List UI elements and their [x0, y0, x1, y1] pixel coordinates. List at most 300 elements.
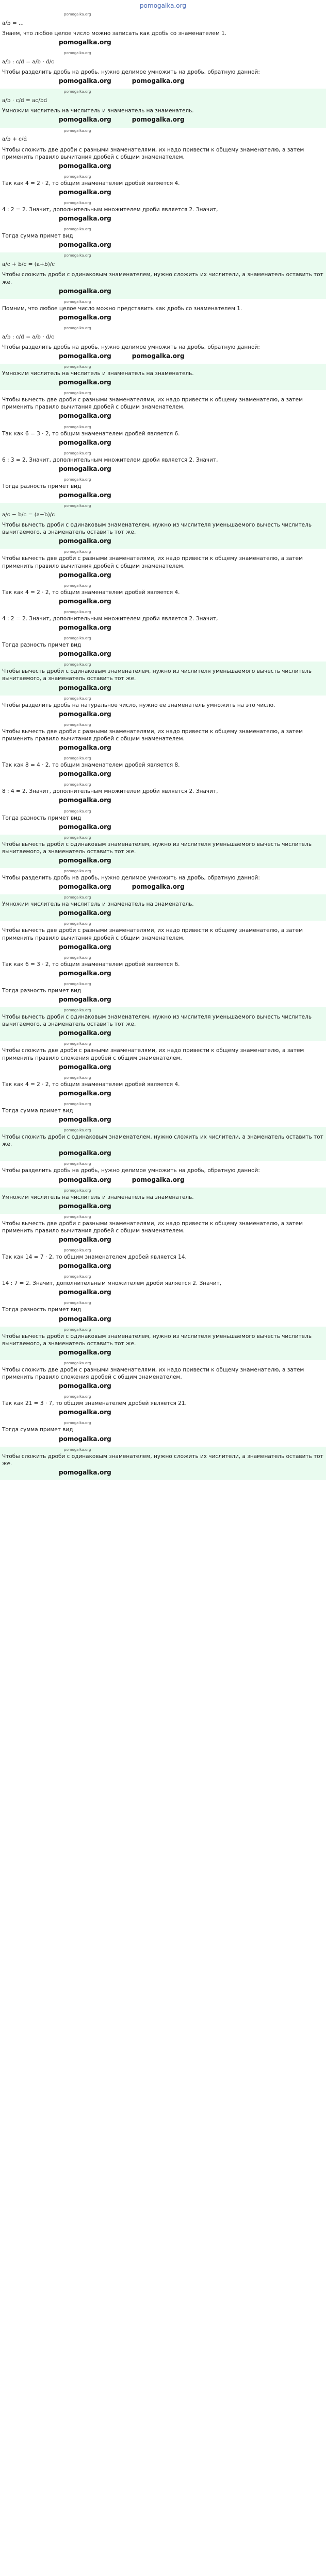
watermark-small: pomogalka.org — [64, 1008, 91, 1013]
watermark: pomogalka.org — [59, 823, 111, 831]
explanation-text: Чтобы вычесть дроби с одинаковым знаменателем, нужно из числителя уменьшаемого вычесть числитель вычитаемого, а знаменатель оставить тот же. — [2, 1014, 312, 1028]
spacer — [2, 1098, 324, 1100]
watermark: pomogalka.org — [59, 215, 111, 223]
watermark-small: pomogalka.org — [64, 1361, 91, 1365]
solution-step — [0, 583, 326, 609]
formula: a/c + b/c = (a+b)/c — [2, 261, 55, 268]
solution-step — [0, 894, 326, 921]
watermark-row — [2, 969, 324, 978]
formula: a/b : c/d = a/b · d/c — [2, 59, 55, 65]
watermark: pomogalka.org — [59, 537, 111, 545]
watermark: pomogalka.org — [59, 162, 111, 170]
solution-step — [0, 1300, 326, 1326]
watermark: pomogalka.org — [132, 352, 185, 360]
spacer — [2, 1417, 324, 1419]
spacer — [2, 952, 324, 954]
explanation-text: Чтобы разделить дробь на дробь, нужно делимое умножить на дробь, обратную данной: — [2, 875, 260, 882]
explanation-text: Чтобы сложить дроби с одинаковым знаменателем, нужно сложить их числители, а знаменатель оставить тот же. — [2, 1134, 323, 1148]
spacer — [2, 752, 324, 754]
spacer — [2, 1072, 324, 1074]
solution-step — [0, 609, 326, 635]
solution-step — [0, 364, 326, 390]
watermark: pomogalka.org — [59, 412, 111, 420]
spacer — [2, 296, 324, 298]
watermark: pomogalka.org — [59, 883, 111, 891]
explanation-text: Так как 6 = 3 · 2, то общим знаменателем дробей является 6. — [2, 430, 180, 437]
solution-step — [0, 1041, 326, 1074]
watermark: pomogalka.org — [59, 1063, 111, 1071]
watermark-small: pomogalka.org — [64, 451, 91, 455]
solution-step — [0, 782, 326, 808]
watermark-small: pomogalka.org — [64, 609, 91, 614]
solution-step — [0, 325, 326, 364]
watermark-small: pomogalka.org — [64, 583, 91, 588]
spacer — [2, 223, 324, 225]
watermark-row — [2, 822, 324, 832]
spacer — [2, 658, 324, 660]
explanation-text: Так как 4 = 2 · 2, то общим знаменателем дробей является 4. — [2, 589, 180, 596]
watermark-small: pomogalka.org — [64, 809, 91, 814]
explanation-text: Тогда разность примет вид — [2, 987, 82, 994]
watermark-row — [2, 1175, 324, 1184]
explanation-text: Помним, что любое целое число можно представить как дробь со знаменателем 1. — [2, 305, 242, 312]
spacer — [2, 197, 324, 199]
watermark-small: pomogalka.org — [64, 756, 91, 761]
watermark-row — [2, 214, 324, 223]
watermark: pomogalka.org — [59, 995, 111, 1003]
spacer — [2, 778, 324, 781]
solution-step — [0, 252, 326, 298]
watermark-small: pomogalka.org — [64, 1248, 91, 1253]
watermark: pomogalka.org — [59, 969, 111, 977]
watermark: pomogalka.org — [59, 379, 111, 386]
solution-step — [0, 1360, 326, 1394]
watermark: pomogalka.org — [59, 287, 111, 295]
explanation-text: Тогда разность примет вид — [2, 815, 82, 821]
spacer — [2, 1357, 324, 1359]
watermark-row — [2, 412, 324, 421]
watermark-small: pomogalka.org — [64, 722, 91, 727]
watermark: pomogalka.org — [132, 116, 185, 124]
watermark-row — [2, 1089, 324, 1098]
spacer — [2, 865, 324, 867]
solution-step — [0, 299, 326, 325]
watermark: pomogalka.org — [59, 796, 111, 804]
watermark-row — [2, 796, 324, 805]
spacer — [2, 891, 324, 893]
watermark-small: pomogalka.org — [64, 477, 91, 482]
watermark-small: pomogalka.org — [64, 1188, 91, 1193]
solution-step — [0, 955, 326, 981]
solution-step — [0, 200, 326, 226]
watermark-small: pomogalka.org — [64, 550, 91, 554]
watermark: pomogalka.org — [59, 241, 111, 249]
watermark-row — [2, 623, 324, 632]
solution-step — [0, 503, 326, 549]
spacer — [2, 546, 324, 548]
watermark-small: pomogalka.org — [64, 1301, 91, 1306]
explanation-text: Тогда разность примет вид — [2, 1307, 82, 1313]
watermark: pomogalka.org — [59, 624, 111, 632]
watermark-small: pomogalka.org — [64, 201, 91, 206]
solution-step — [0, 921, 326, 954]
watermark: pomogalka.org — [59, 744, 111, 752]
watermark: pomogalka.org — [59, 39, 111, 46]
watermark-small: pomogalka.org — [64, 869, 91, 874]
watermark-row — [2, 490, 324, 500]
explanation-text: Чтобы вычесть две дроби с разными знаменателями, их надо привести к общему знаменателю, а затем применить правило вычитания дробей с общим знаменателем. — [2, 1220, 303, 1234]
watermark-small: pomogalka.org — [64, 365, 91, 369]
spacer — [2, 1244, 324, 1246]
solution-step — [0, 1394, 326, 1420]
watermark-row — [2, 161, 324, 171]
explanation-text: Чтобы сложить две дроби с разными знаменателями, их надо привести к общему знаменателю, а затем применить правило вычитания дробей с общим знаменателем. — [2, 146, 304, 160]
solution-step — [0, 662, 326, 695]
solution-step — [0, 696, 326, 722]
watermark-small: pomogalka.org — [64, 12, 91, 16]
watermark-small: pomogalka.org — [64, 696, 91, 701]
spacer — [2, 1211, 324, 1213]
watermark: pomogalka.org — [59, 77, 111, 85]
watermark-row — [2, 769, 324, 778]
watermark-row — [2, 286, 324, 296]
watermark: pomogalka.org — [59, 492, 111, 499]
explanation-text: Тогда сумма примет вид — [2, 233, 73, 240]
watermark: pomogalka.org — [59, 313, 111, 321]
watermark: pomogalka.org — [59, 1382, 111, 1390]
watermark: pomogalka.org — [59, 571, 111, 579]
spacer — [2, 719, 324, 721]
watermark-small: pomogalka.org — [64, 835, 91, 840]
watermark-small: pomogalka.org — [64, 1327, 91, 1332]
solution-step — [0, 50, 326, 89]
spacer — [2, 473, 324, 476]
watermark: pomogalka.org — [59, 770, 111, 778]
watermark-row — [2, 1148, 324, 1158]
explanation-text: Умножим числитель на числитель и знаменатель на знаменатель. — [2, 901, 194, 908]
solution-step — [0, 11, 326, 50]
watermark: pomogalka.org — [59, 352, 111, 360]
watermark-row — [2, 1381, 324, 1391]
watermark-row — [2, 464, 324, 473]
explanation-text: Чтобы сложить две дроби с разными знаменателями, их надо привести к общему знаменателю, а затем применить правило сложения дробей с общим знаменателем. — [2, 1047, 304, 1061]
spacer — [2, 805, 324, 807]
explanation-text: Тогда разность примет вид — [2, 642, 82, 649]
spacer — [2, 1477, 324, 1479]
watermark: pomogalka.org — [59, 1115, 111, 1123]
watermark-row — [2, 743, 324, 752]
watermark-small: pomogalka.org — [64, 981, 91, 986]
watermark-small: pomogalka.org — [64, 253, 91, 258]
watermark-small: pomogalka.org — [64, 391, 91, 396]
solution-step — [0, 1188, 326, 1214]
spacer — [2, 421, 324, 423]
spacer — [2, 692, 324, 694]
watermark: pomogalka.org — [59, 1149, 111, 1157]
spacer — [2, 580, 324, 582]
explanation-text: 4 : 2 = 2. Значит, дополнительным множителем дроби является 2. Значит, — [2, 207, 218, 213]
explanation-text: Умножим числитель на числитель и знаменатель на знаменатель. — [2, 108, 194, 114]
solution-step — [0, 1274, 326, 1300]
spacer — [2, 171, 324, 173]
solution-step — [0, 722, 326, 755]
watermark: pomogalka.org — [59, 116, 111, 124]
watermark-small: pomogalka.org — [64, 90, 91, 94]
watermark-row — [2, 1028, 324, 1038]
watermark-row — [2, 188, 324, 197]
watermark: pomogalka.org — [59, 684, 111, 691]
solution-step — [0, 477, 326, 503]
watermark: pomogalka.org — [59, 1262, 111, 1270]
explanation-text: Чтобы вычесть дроби с одинаковым знаменателем, нужно из числителя уменьшаемого вычесть числитель вычитаемого, а знаменатель оставить тот же. — [2, 1333, 312, 1347]
formula: a/b : c/d = a/b · d/c — [2, 333, 55, 340]
watermark: pomogalka.org — [59, 1348, 111, 1356]
explanation-text: Чтобы сложить две дроби с разными знаменателями, их надо привести к общему знаменателю, а затем применить правило сложения дробей с общим знаменателем. — [2, 1366, 304, 1381]
solution-step — [0, 1214, 326, 1247]
formula: a/c − b/c = (a−b)/c — [2, 512, 55, 518]
watermark-small: pomogalka.org — [64, 895, 91, 900]
watermark-small: pomogalka.org — [64, 1162, 91, 1166]
watermark-row — [2, 76, 324, 86]
explanation-text: Тогда разность примет вид — [2, 483, 82, 489]
watermark: pomogalka.org — [59, 1289, 111, 1296]
watermark-row — [2, 240, 324, 249]
watermark-small: pomogalka.org — [64, 1075, 91, 1080]
watermark: pomogalka.org — [59, 710, 111, 718]
watermark-small: pomogalka.org — [64, 1275, 91, 1279]
explanation-text: Чтобы вычесть две дроби с разными знаменателями, их надо привести к общему знаменателю, а затем применить правило вычитания дробей с общим знаменателем. — [2, 397, 303, 411]
spacer — [2, 1124, 324, 1126]
solution-step — [0, 1247, 326, 1274]
watermark-small: pomogalka.org — [64, 326, 91, 330]
watermark: pomogalka.org — [59, 1409, 111, 1416]
spacer — [2, 447, 324, 449]
watermark-small: pomogalka.org — [64, 1101, 91, 1106]
watermark-row — [2, 1115, 324, 1124]
spacer — [2, 322, 324, 324]
formula: a/b + c/d — [2, 136, 27, 143]
solution-step — [0, 174, 326, 200]
watermark: pomogalka.org — [59, 943, 111, 951]
watermark-small: pomogalka.org — [64, 663, 91, 667]
watermark-small: pomogalka.org — [64, 636, 91, 641]
watermark-small: pomogalka.org — [64, 504, 91, 509]
explanation-text: Так как 6 = 3 · 2, то общим знаменателем дробей является 6. — [2, 961, 180, 968]
watermark: pomogalka.org — [132, 77, 185, 85]
watermark-row — [2, 1235, 324, 1244]
watermark-row — [2, 597, 324, 606]
spacer — [2, 606, 324, 608]
explanation-text: Чтобы вычесть две дроби с разными знаменателями, их надо привести к общему знаменателю, а затем применить правило вычитания дробей с общим знаменателем. — [2, 555, 303, 569]
watermark: pomogalka.org — [59, 1315, 111, 1323]
watermark: pomogalka.org — [59, 438, 111, 446]
solution-step — [0, 549, 326, 582]
spacer — [2, 125, 324, 127]
solution-step — [0, 1007, 326, 1041]
spacer — [2, 361, 324, 363]
solution-step — [0, 89, 326, 127]
formula: a/b = ... — [2, 20, 24, 26]
explanation-text: Знаем, что любое целое число можно записать как дробь со знаменателем 1. — [2, 30, 227, 37]
watermark-row — [2, 1062, 324, 1072]
solution-step — [0, 128, 326, 174]
explanation-text: Чтобы вычесть две дроби с разными знаменателями, их надо привести к общему знаменателю, а затем применить правило вычитания дробей с общим знаменателем. — [2, 927, 303, 941]
spacer — [2, 86, 324, 88]
solution-step — [0, 868, 326, 894]
watermark-small: pomogalka.org — [64, 1421, 91, 1426]
explanation-text: 4 : 2 = 2. Значит, дополнительным множителем дроби является 2. Значит, — [2, 615, 218, 622]
watermark-small: pomogalka.org — [64, 128, 91, 133]
explanation-text: Чтобы разделить дробь на дробь, нужно делимое умножить на дробь, обратную данной: — [2, 344, 260, 350]
solution-content — [0, 11, 326, 1480]
watermark: pomogalka.org — [59, 650, 111, 658]
watermark-small: pomogalka.org — [64, 1042, 91, 1046]
watermark-row — [2, 1468, 324, 1477]
solution-step — [0, 1075, 326, 1101]
watermark: pomogalka.org — [59, 1202, 111, 1210]
watermark-row — [2, 536, 324, 546]
spacer — [2, 918, 324, 920]
watermark-row — [2, 683, 324, 692]
explanation-text: Так как 14 = 7 · 2, то общим знаменателем дробей является 14. — [2, 1254, 187, 1261]
watermark: pomogalka.org — [59, 597, 111, 605]
explanation-text: Так как 21 = 3 · 7, то общим знаменателем дробей является 21. — [2, 1400, 187, 1407]
watermark-row — [2, 38, 324, 47]
watermark-small: pomogalka.org — [64, 783, 91, 787]
explanation-text: Чтобы вычесть дроби с одинаковым знаменателем, нужно из числителя уменьшаемого вычесть числитель вычитаемого, а знаменатель оставить тот же. — [2, 668, 312, 682]
watermark-row — [2, 942, 324, 952]
solution-step — [0, 390, 326, 423]
watermark: pomogalka.org — [59, 1236, 111, 1244]
solution-step — [0, 1420, 326, 1446]
watermark-small: pomogalka.org — [64, 1128, 91, 1133]
watermark-row — [2, 378, 324, 387]
explanation-text: Чтобы разделить дробь на дробь, нужно делимое умножить на дробь, обратную данной: — [2, 69, 260, 76]
watermark-small: pomogalka.org — [64, 227, 91, 232]
spacer — [2, 47, 324, 49]
watermark-row — [2, 649, 324, 658]
watermark-row — [2, 351, 324, 361]
spacer — [2, 1444, 324, 1446]
explanation-text: 8 : 4 = 2. Значит, дополнительным множителем дроби является 2. Значит, — [2, 788, 218, 795]
watermark: pomogalka.org — [59, 1029, 111, 1037]
watermark: pomogalka.org — [59, 188, 111, 196]
solution-step — [0, 1101, 326, 1127]
watermark-small: pomogalka.org — [64, 1447, 91, 1452]
spacer — [2, 832, 324, 834]
explanation-text: Чтобы сложить дроби с одинаковым знаменателем, нужно сложить их числители, а знаменатель оставить тот же. — [2, 1453, 323, 1467]
explanation-text: Чтобы разделить дробь на натуральное число, нужно ее знаменатель умножить на это число. — [2, 702, 275, 708]
spacer — [2, 632, 324, 634]
explanation-text: Чтобы вычесть две дроби с разными знаменателями, их надо привести к общему знаменателю, а затем применить правило вычитания дробей с общим знаменателем. — [2, 728, 303, 742]
watermark-row — [2, 1287, 324, 1297]
watermark: pomogalka.org — [59, 1468, 111, 1476]
watermark-row — [2, 313, 324, 322]
spacer — [2, 249, 324, 251]
spacer — [2, 1297, 324, 1299]
watermark-row — [2, 1201, 324, 1211]
spacer — [2, 1391, 324, 1393]
solution-step — [0, 226, 326, 252]
watermark-row — [2, 1261, 324, 1270]
solution-step — [0, 808, 326, 835]
solution-step — [0, 835, 326, 868]
spacer — [2, 1270, 324, 1273]
spacer — [2, 1324, 324, 1326]
watermark-row — [2, 570, 324, 580]
explanation-text: Тогда сумма примет вид — [2, 1427, 73, 1433]
explanation-text: Так как 8 = 4 · 2, то общим знаменателем дробей является 8. — [2, 762, 180, 769]
explanation-text: Так как 4 = 2 · 2, то общим знаменателем дробей является 4. — [2, 180, 180, 187]
watermark-row — [2, 1348, 324, 1357]
watermark: pomogalka.org — [59, 1089, 111, 1097]
watermark-row — [2, 1434, 324, 1444]
watermark: pomogalka.org — [59, 856, 111, 864]
explanation-text: Чтобы вычесть дроби с одинаковым знаменателем, нужно из числителя уменьшаемого вычесть числитель вычитаемого, а знаменатель оставить тот же. — [2, 522, 312, 536]
spacer — [2, 978, 324, 980]
solution-step — [0, 1327, 326, 1360]
watermark-small: pomogalka.org — [64, 51, 91, 56]
explanation-text: Чтобы разделить дробь на дробь, нужно делимое умножить на дробь, обратную данной: — [2, 1167, 260, 1174]
watermark-row — [2, 1408, 324, 1417]
explanation-text: Тогда сумма примет вид — [2, 1107, 73, 1114]
solution-step — [0, 1161, 326, 1187]
watermark-small: pomogalka.org — [64, 955, 91, 960]
watermark-row — [2, 856, 324, 865]
watermark: pomogalka.org — [59, 909, 111, 917]
watermark-row — [2, 908, 324, 918]
watermark: pomogalka.org — [59, 1435, 111, 1443]
watermark: pomogalka.org — [59, 465, 111, 472]
explanation-text: Чтобы вычесть дроби с одинаковым знаменателем, нужно из числителя уменьшаемого вычесть числитель вычитаемого, а знаменатель оставить тот же. — [2, 841, 312, 855]
solution-step — [0, 635, 326, 662]
solution-step — [0, 424, 326, 450]
watermark-small: pomogalka.org — [64, 425, 91, 429]
watermark-row — [2, 438, 324, 447]
explanation-text: Чтобы сложить дроби с одинаковым знаменателем, нужно сложить их числители, а знаменатель оставить тот же. — [2, 272, 323, 285]
solution-step — [0, 1447, 326, 1480]
spacer — [2, 387, 324, 389]
watermark-small: pomogalka.org — [64, 174, 91, 179]
spacer — [2, 1004, 324, 1006]
watermark: pomogalka.org — [132, 1176, 185, 1183]
spacer — [2, 1184, 324, 1187]
watermark-small: pomogalka.org — [64, 1214, 91, 1219]
watermark-small: pomogalka.org — [64, 299, 91, 304]
explanation-text: 6 : 3 = 2. Значит, дополнительным множителем дроби является 2. Значит, — [2, 456, 218, 463]
watermark-row — [2, 709, 324, 719]
watermark-small: pomogalka.org — [64, 1395, 91, 1399]
watermark: pomogalka.org — [59, 1176, 111, 1183]
site-brand[interactable]: pomogalka.org — [140, 2, 186, 9]
watermark-small: pomogalka.org — [64, 922, 91, 926]
solution-step — [0, 1127, 326, 1161]
watermark-row — [2, 882, 324, 891]
spacer — [2, 1038, 324, 1040]
spacer — [2, 500, 324, 502]
watermark-row — [2, 1314, 324, 1324]
explanation-text: Так как 4 = 2 · 2, то общим знаменателем дробей является 4. — [2, 1081, 180, 1088]
formula: a/b · c/d = ac/bd — [2, 97, 47, 104]
solution-step — [0, 981, 326, 1007]
explanation-text: 14 : 7 = 2. Значит, дополнительным множителем дроби является 2. Значит, — [2, 1280, 222, 1287]
solution-step — [0, 755, 326, 782]
watermark: pomogalka.org — [132, 883, 185, 891]
watermark-row — [2, 115, 324, 125]
spacer — [2, 1158, 324, 1160]
solution-step — [0, 450, 326, 477]
watermark-row — [2, 995, 324, 1004]
